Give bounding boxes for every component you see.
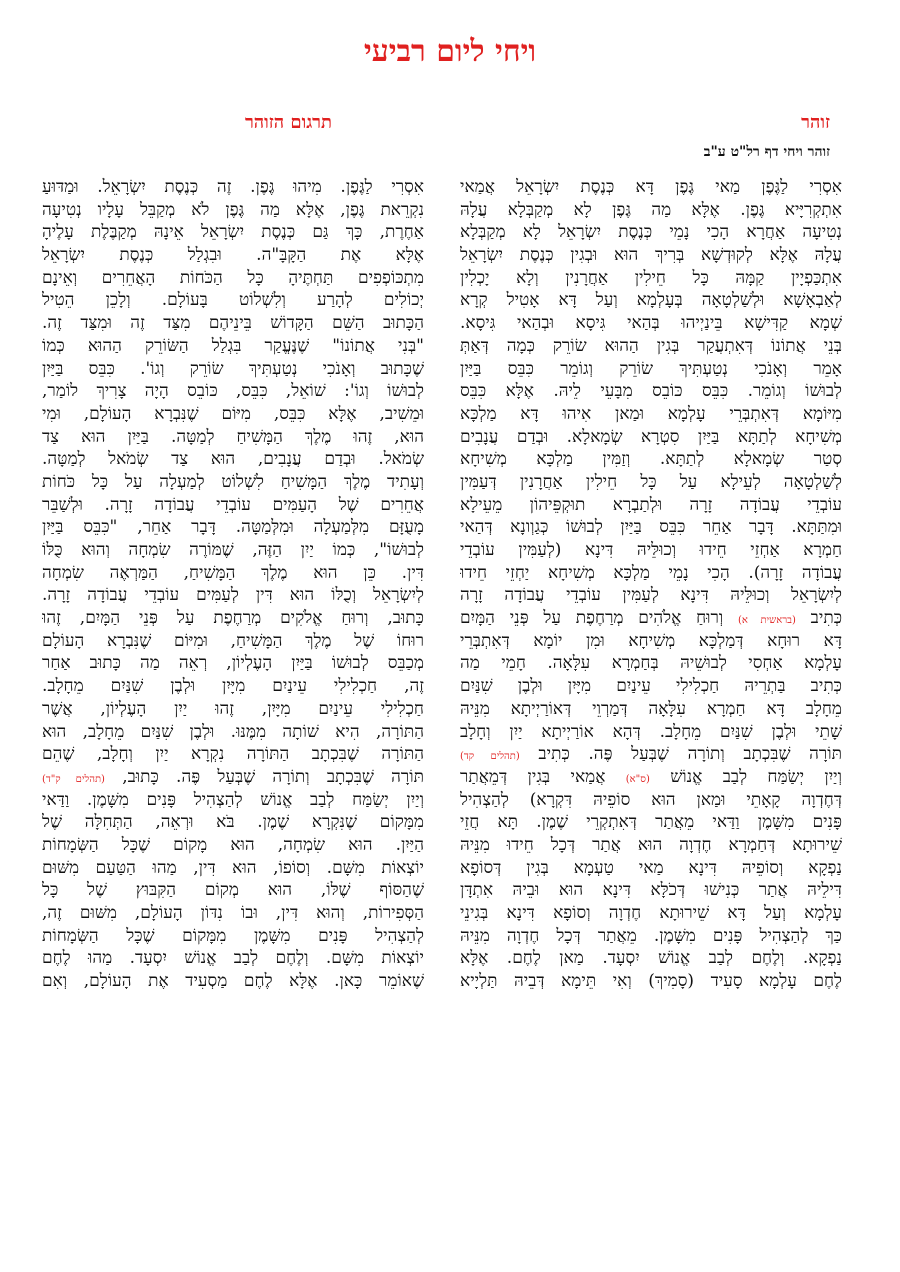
zohar-text-line: לְשַׁלְטָאָה לְעֵילָא עַל כָּל חֵילִין אַחֲרָנִין דְּעַמִּין: [460, 471, 842, 492]
targum-text-line: הַתּוֹרָה שֶׁבִּכְתָב הַתּוֹרָה נִקְרָא יַיִן וְחָלָב, שֶׁהֵם: [42, 744, 424, 765]
targum-text-line: הַכָּתוּב הַשֵּׁם הַקָּדוֹשׁ בֵּינֵיהֶם מִצַּד זֶה וּמִצַּד זֶה.: [42, 313, 424, 334]
zohar-text-line: תּוֹרָה שֶׁבִּכְתָב וְתוֹרָה שֶׁבְּעַל פֶּה. כְּתִיב (תהלים קד): [460, 744, 842, 765]
zohar-text-line: כְּתִיב בַּתְרֵיהּ חַכְלִילִי עֵינַיִם מִיָּיִן וּלְבֶן שִׁנַּיִם: [460, 676, 842, 697]
zohar-text-line: עֲלָהּ אֶלָּא לְקוּדְשָׁא בְּרִיךְ הוּא וּבְגִין כְּנֶסֶת יִשְׂרָאֵל: [460, 245, 842, 266]
targum-text-line: יוֹצְאוֹת מִשָּׁם. וְלֶחֶם לְבַב אֱנוֹשׁ יִסְעָד. מַהוּ לֶחֶם: [42, 948, 424, 969]
zohar-text-line: נְטִיעָה אַחֲרָא הָכִי נָמֵי כְּנֶסֶת יִשְׂרָאֵל לָא מְקַבְּלָא: [460, 222, 842, 243]
zohar-text-line: דְּחֶדְוָה קָאָתֵי וּמַאן הוּא סוֹפֵיהּ דִּקְרָא) לְהַצְהִיל: [460, 789, 842, 810]
zohar-text-line: עָלְמָא וְעַל דָּא שֵׁירוּתָא חֶדְוָה וְסוֹפָא דִּינָא בְּגִינֵי: [460, 903, 842, 923]
zohar-text-line: עֲבוֹדָה זָרָה). הָכִי נָמֵי מַלְכָּא מְשִׁיחָא יַחְזֵי חֵידוּ: [460, 562, 842, 583]
zohar-text-line: לְאַבְאָשָׁא וּלְשַׁלְטָאָה בְּעָלְמָא וְעַל דָּא אָטִיל קְרָא: [460, 290, 842, 311]
targum-text-line: הַסְּפִירוֹת, וְהוּא דִּין, וּבוֹ נִדּוֹן הָעוֹלָם, מִשּׁוּם זֶה,: [42, 903, 424, 923]
targum-text-line: שֶׁהַסּוֹף שֶׁלּוֹ, הוּא מְקוֹם הַקִּבּוּץ שֶׁל כָּל: [42, 880, 424, 901]
targum-text-line: לְהַצְהִיל פָּנִים מִשָּׁמֶן מִמָּקוֹם שֶׁכָּל הַשְּׂמָחוֹת: [42, 925, 424, 946]
zohar-text-line: לְיִשְׂרָאֵל וְכוּלֵּיהּ דִּינָא לְעַמִּין עוֹבְדֵי עֲבוֹדָה זָרָה: [460, 585, 842, 606]
targum-text-line: הוּא, זֶהוּ מֶלֶךְ הַמָּשִׁיחַ לְמַטָּה. בַּיַּיִן הוּא צַד: [42, 426, 424, 447]
source-reference: זוהר ויחי דף רל"ט ע"ב: [703, 144, 830, 160]
zohar-text-line: מִיּוֹמָא דְּאִתְבְּרֵי עָלְמָא וּמַאן אִיהוּ דָּא מַלְכָּא: [460, 403, 842, 424]
zohar-text-line: נַפְקָא וְסוֹפֵיהּ דִּינָא מַאי טַעְמָא בְּגִין דְּסוֹפָא: [460, 857, 842, 878]
zohar-text-line: כְּתִיב (בראשית א) וְרוּחַ אֱלֹהִים מְרַחֶפֶת עַל פְּנֵי הַמָּיִם: [460, 608, 842, 629]
targum-text-line: כָּתוּב, וְרוּחַ אֱלֹקִים מְרַחֶפֶת עַל פְּנֵי הַמָּיִם, זֶהוּ: [42, 608, 424, 629]
targum-column-heading: תרגום הזוהר: [244, 112, 332, 133]
zohar-text-line: אִתְכַּפְיָין קַמָּהּ כָּל חֵילִין אַחֲרָנִין וְלָא יָכְלִין: [460, 267, 842, 288]
verse-reference: (בראשית א): [737, 615, 796, 627]
zohar-text-line: וּמִתַּתָּא. דָּבָר אַחֵר כִּבֵּס בַּיַּיִן לְבוּשׁוֹ כְּגַוְונָא דְּהַאי: [460, 517, 842, 538]
zohar-text-line: אָמֵר וְאָנֹכִי נְטַעְתִּיךְ שׂוֹרֵק וְגוֹמֵר כִּבֵּס בַּיַּיִן: [460, 358, 842, 379]
zohar-text-line: שֵׁירוּתָא דְּחַמְרָא חֶדְוָה הוּא אֲתַר דְּכָל חֵידוּ מִנֵּיהּ: [460, 834, 842, 855]
targum-text-line: דִּין. כֵּן הוּא מֶלֶךְ הַמָּשִׁיחַ, הַמַּרְאֶה שִׂמְחָה: [42, 562, 424, 583]
zohar-text-line: דִּילֵיהּ אֲתַר כְּנִישׁוּ דְּכֹלָּא דִּינָא הוּא וּבֵיהּ אִתְדָּן: [460, 880, 842, 901]
targum-text-line: לְבוּשׁוֹ", כְּמוֹ יַיִן הַזֶּה, שֶׁמּוֹרֶה שִׂמְחָה וְהוּא כֻּלּוֹ: [42, 540, 424, 560]
targum-text-line: אִסְרִי לַגֶּפֶן. מִיהוּ גֶּפֶן. זֶה כְּנֶסֶת יִשְׂרָאֵל. וּמַדּוּעַ: [42, 177, 424, 197]
zohar-text-line: נַפְקָא. וְלֶחֶם לְבַב אֱנוֹשׁ יִסְעָד. מַאן לֶחֶם. אֶלָּא: [460, 948, 842, 969]
targum-text-line: הַיַּיִן. הוּא שִׂמְחָה, הוּא מָקוֹם שֶׁכָּל הַשְּׂמָחוֹת: [42, 834, 424, 855]
zohar-text-line: לְבוּשׁוֹ וְגוֹמֵר. כִּבֵּס כּוֹבֵס מִבָּעֵי לֵיהּ. אֶלָּא כִּבֵּס: [460, 381, 842, 402]
zohar-text-line: שָׁתֵי וּלְבֶן שִׁנַּיִם מֵחָלָב. דְּהָא אוֹרַיְיתָא יַיִן וְחָלָב: [460, 721, 842, 742]
targum-text-line: לְיִשְׂרָאֵל וְכֻלּוֹ הוּא דִּין לְעַמִּים עוֹבְדֵי עֲבוֹדָה זָרָה.: [42, 585, 424, 606]
zohar-text-column: [460, 176, 842, 1246]
verse-reference: (תהלים ק"ד): [42, 773, 105, 785]
targum-text-line: וּמֵשִׁיב, אֶלָּא כִּבֵּס, מִיּוֹם שֶׁנִּבְרָא הָעוֹלָם, וּמִי: [42, 403, 424, 424]
targum-text-line: זֶה, חַכְלִילִי עֵינַיִם מִיָּיִן וּלְבֶן שִׁנַּיִם מֵחָלָב.: [42, 676, 424, 697]
zohar-text-line: סְטַר שְׂמָאלָא לְתַתָּא. וְזַמִּין מַלְכָּא מְשִׁיחָא: [460, 449, 842, 470]
targum-text-line: יְכוֹלִים לְהָרַע וְלִשְׁלוֹט בָּעוֹלָם. וְלָכֵן הֵטִיל: [42, 290, 424, 311]
zohar-text-line: פָּנִים מִשָּׁמֶן וַדַּאי מֵאֲתַר דְּאִתְקְרֵי שֶׁמֶן. תָּא חֲזֵי: [460, 812, 842, 833]
zohar-text-line: אִתְקְרִיָּיא גֶּפֶן. אֶלָּא מַה גֶּפֶן לָא מְקַבְּלָא עֲלָהּ: [460, 199, 842, 220]
targum-text-line: תּוֹרָה שֶׁבִּכְתָב וְתוֹרָה שֶׁבְּעַל פֶּה. כָּתוּב, (תהלים ק"ד): [42, 766, 424, 787]
targum-text-line: לְבוּשׁוֹ וְגוֹ': שׁוֹאֵל, כִּבֵּס, כּוֹבֵס הָיָה צָרִיךְ לוֹמַר,: [42, 381, 424, 402]
zohar-text-line: עוֹבְדֵי עֲבוֹדָה זָרָה וּלְתַבְרָא תוּקְפֵּיהוֹן מֵעֵילָא: [460, 494, 842, 515]
zohar-text-line: אִסְרִי לַגֶּפֶן מַאי גֶּפֶן דָּא כְּנֶסֶת יִשְׂרָאֵל אֲמַאי: [460, 177, 842, 197]
zohar-text-line: לֶחֶם עָלְמָא סָעִיד (סָמִיךְ) וְאִי תֵּימָא דְּבֵיהּ תַּלְיָיא: [460, 971, 842, 992]
targum-text-line: מִתְכּוֹפְפִים תַּחְתֶּיהָ כָּל הַכֹּחוֹת הָאֲחֵרִים וְאֵינָם: [42, 267, 424, 288]
zohar-text-line: דָּא רוּחָא דְּמַלְכָּא מְשִׁיחָא וּמִן יוֹמָא דְּאִתְבְּרֵי: [460, 630, 842, 651]
zohar-text-line: עָלְמָא אַחְסִי לְבוּשֵׁיהּ בְּחַמְרָא עִלָּאָה. חָמֵי מַה: [460, 653, 842, 674]
zohar-text-line: בְּנֵי אֲתוֹנוֹ דְּאִתְעֲקַר בְּגִין הַהוּא שׂוֹרֵק כְּמָה דְּאַתְּ: [460, 335, 842, 356]
targum-text-line: וְעָתִיד מֶלֶךְ הַמָּשִׁיחַ לִשְׁלוֹט לְמַעְלָה עַל כָּל כֹּחוֹת: [42, 471, 424, 492]
targum-text-line: מְכַבֵּס לְבוּשׁוֹ בַּיַּיִן הָעֶלְיוֹן, רְאֵה מַה כָּתוּב אַחַר: [42, 653, 424, 674]
targum-text-line: שְׂמֹאל. וּבְדַם עֲנָבִים, הוּא צַד שְׂמֹאל לְמַטָּה.: [42, 449, 424, 470]
zohar-column-heading: זוהר: [801, 112, 830, 133]
verse-reference: (תהלים קד): [460, 751, 520, 763]
zohar-text-line: שְׁמָא קַדִּישָׁא בֵּינַיְיהוּ בְּהַאי גִּיסָא וּבְהַאי גִּיסָא.: [460, 313, 842, 334]
targum-text-line: "בְּנִי אֲתוֹנוֹ" שֶׁנֶּעֱקַר בִּגְלַל הַשּׂוֹרֵק הַהוּא כְּמוֹ: [42, 335, 424, 356]
targum-text-line: חַכְלִילִי עֵינַיִם מִיָּיִן, זֶהוּ יַיִן הָעֶלְיוֹן, אֲשֶׁר: [42, 698, 424, 719]
targum-text-line: אֶלָּא אֶת הַקָּבָּ"ה. וּבִגְלַל כְּנֶסֶת יִשְׂרָאֵל: [42, 245, 424, 266]
targum-text-line: שֶׁאוֹמֵר כָּאן. אֶלָּא לֶחֶם מַסְעִיד אֶת הָעוֹלָם, וְאִם: [42, 971, 424, 992]
targum-text-line: רוּחוֹ שֶׁל מֶלֶךְ הַמָּשִׁיחַ, וּמִיּוֹם שֶׁנִּבְרָא הָעוֹלָם: [42, 630, 424, 651]
zohar-text-line: כַּךְ לְהַצְהִיל פָּנִים מִשָּׁמֶן. מֵאֲתַר דְּכָל חֶדְוָה מִנֵּיהּ: [460, 925, 842, 946]
targum-text-line: מָעֻזָּם מִלְּמַעְלָה וּמִלְּמַטָּה. דָּבָר אַחֵר, "כִּבֵּס בַּיַּיִן: [42, 517, 424, 538]
targum-text-line: אַחֶרֶת, כָּךְ גַּם כְּנֶסֶת יִשְׂרָאֵל אֵינָהּ מְקַבֶּלֶת עָלֶיהָ: [42, 222, 424, 243]
targum-text-line: וְיַיִן יְשַׂמַּח לְבַב אֱנוֹשׁ לְהַצְהִיל פָּנִים מִשָּׁמֶן. וַדַּאי: [42, 789, 424, 810]
verse-reference: (ס"א): [625, 773, 650, 785]
targum-text-line: יוֹצְאוֹת מִשָּׁם. וְסוֹפוֹ, הוּא דִּין, מַהוּ הַטַּעַם מִשּׁוּם: [42, 857, 424, 878]
page-title: ויחי ליום רביעי: [363, 34, 537, 69]
zohar-text-line: מְשִׁיחָא לְתַתָּא בַּיַּיִן סִטְרָא שְׂמָאלָא. וּבְדַם עֲנָבִים: [460, 426, 842, 447]
targum-text-line: שֶׁכָּתוּב וְאָנֹכִי נְטַעְתִּיךְ שׂוֹרֵק וְגוֹ'. כִּבֵּס בַּיַּיִן: [42, 358, 424, 379]
targum-text-column: [42, 176, 424, 1246]
zohar-text-line: חַמְרָא אַחְזֵי חֵידוּ וְכוּלֵּיהּ דִּינָא (לְעַמִּין עוֹבְדֵי: [460, 540, 842, 560]
targum-text-line: מִמָּקוֹם שֶׁנִּקְרָא שֶׁמֶן. בֹּא וּרְאֵה, הַתְּחִלָּה שֶׁל: [42, 812, 424, 833]
targum-text-line: אֲחֵרִים שֶׁל הָעַמִּים עוֹבְדֵי עֲבוֹדָה זָרָה. וּלְשַׁבֵּר: [42, 494, 424, 515]
targum-text-line: הַתּוֹרָה, הִיא שׁוֹתָה מִמֶּנּוּ. וּלְבֶן שִׁנַּיִם מֵחָלָב, הוּא: [42, 721, 424, 742]
zohar-text-line: וְיַיִן יְשַׂמַּח לְבַב אֱנוֹשׁ (ס"א) אֲמַאי בְּגִין דְּמֵאֲתַר: [460, 766, 842, 787]
targum-text-line: נִקְרֵאת גֶּפֶן, אֶלָּא מַה גֶּפֶן לֹא מְקַבֵּל עָלָיו נְטִיעָה: [42, 199, 424, 220]
zohar-text-line: מֵחָלָב דָּא חַמְרָא עִלָּאָה דְּמַרְוֵי דְּאוֹרַיְיתָא מִנֵּיהּ: [460, 698, 842, 719]
